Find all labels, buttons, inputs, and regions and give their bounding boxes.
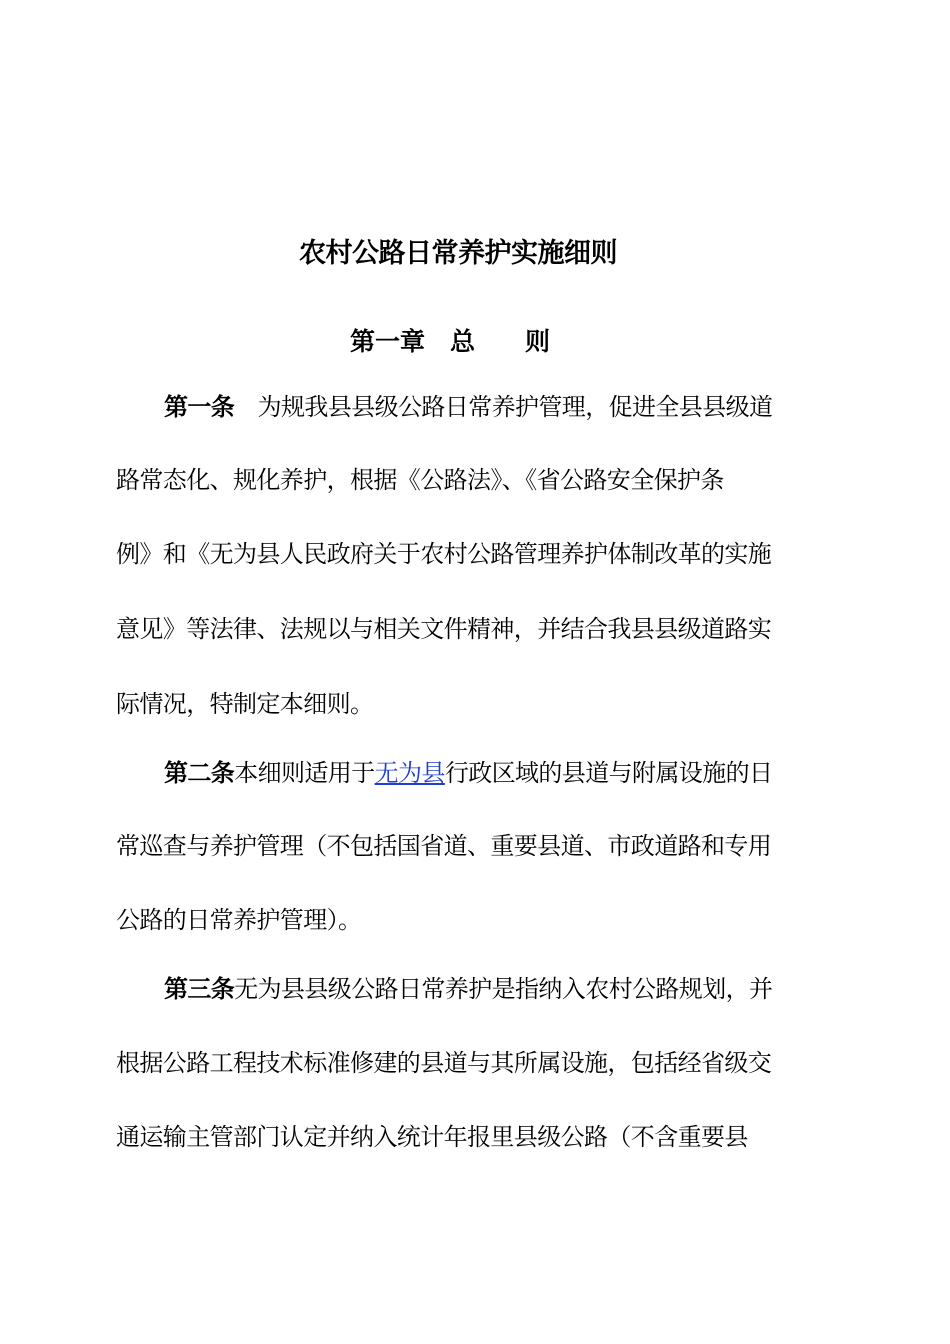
article-1-line-4: 意见》等法律、法规以与相关文件精神，并结合我县县级道路实 <box>116 615 772 643</box>
article-1-line-3: 例》和《无为县人民政府关于农村公路管理养护体制改革的实施 <box>116 540 772 568</box>
article-2-line-2: 常巡查与养护管理（不包括国省道、重要县道、市政道路和专用 <box>116 832 772 860</box>
article-2-text-before-link: 本细则适用于 <box>234 759 375 787</box>
article-2-label: 第二条 <box>164 759 235 787</box>
article-3-label: 第三条 <box>164 975 235 1003</box>
article-2-line-3: 公路的日常养护管理）。 <box>116 906 362 934</box>
article-3-line-2: 根据公路工程技术标准修建的县道与其所属设施，包括经省级交 <box>116 1049 772 1077</box>
article-1-gap <box>234 393 257 421</box>
article-3-line-1 <box>164 971 832 1007</box>
article-2-line-1 <box>164 755 832 791</box>
document-title: 农村公路日常养护实施细则 <box>299 238 617 269</box>
article-1-line-1 <box>164 389 832 425</box>
article-1-line-2: 路常态化、规化养护，根据《公路法》、《省公路安全保护条 <box>116 466 724 494</box>
article-3-text-1: 无为县县级公路日常养护是指纳入农村公路规划，并 <box>234 975 773 1003</box>
article-1-text-1: 为规我县县级公路日常养护管理，促进全县县级道 <box>257 393 773 421</box>
wuwei-county-link[interactable]: 无为县 <box>374 759 445 787</box>
article-3-line-3: 通运输主管部门认定并纳入统计年报里县级公路（不含重要县 <box>116 1123 748 1151</box>
chapter-heading: 第一章 总 则 <box>349 327 550 356</box>
article-1-line-5: 际情况，特制定本细则。 <box>116 690 374 718</box>
article-1-label: 第一条 <box>164 393 235 421</box>
article-2-text-after-link: 行政区域的县道与附属设施的日 <box>444 759 773 787</box>
